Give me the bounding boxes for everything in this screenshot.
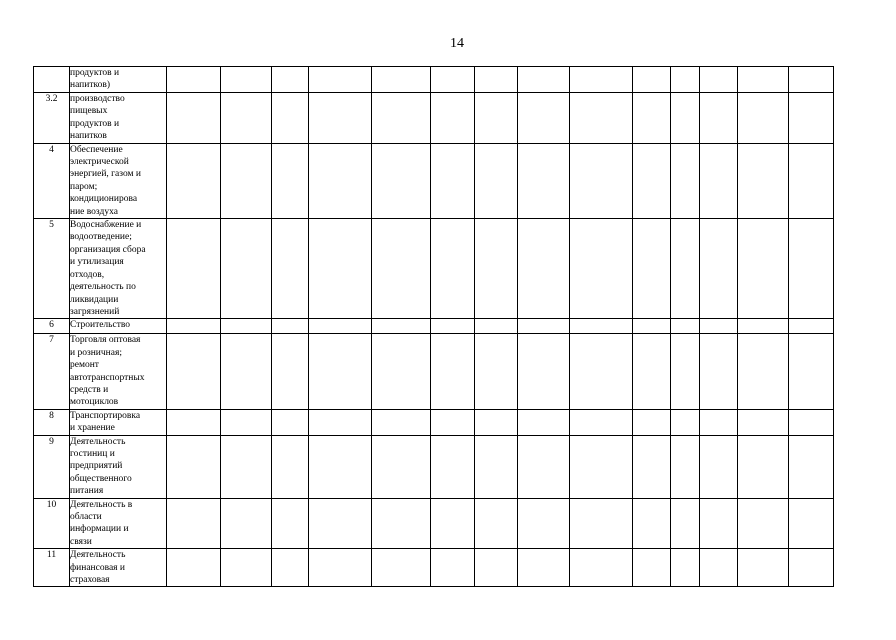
- empty-value-cell: [738, 93, 789, 144]
- empty-value-cell: [431, 319, 475, 334]
- empty-value-cell: [475, 435, 518, 498]
- empty-value-cell: [272, 334, 309, 409]
- empty-value-cell: [372, 67, 431, 93]
- table-row: [34, 219, 834, 319]
- empty-value-cell: [167, 435, 221, 498]
- empty-value-cell: [700, 549, 738, 587]
- empty-value-cell: [309, 409, 372, 435]
- empty-value-cell: [671, 67, 700, 93]
- empty-value-cell: [738, 409, 789, 435]
- empty-value-cell: [309, 93, 372, 144]
- activity-name-cell: Деятельность финансовая и страховая: [70, 549, 167, 587]
- empty-value-cell: [309, 549, 372, 587]
- empty-value-cell: [221, 435, 272, 498]
- empty-value-cell: [738, 549, 789, 587]
- empty-value-cell: [475, 498, 518, 549]
- empty-value-cell: [738, 498, 789, 549]
- empty-value-cell: [167, 143, 221, 218]
- empty-value-cell: [372, 319, 431, 334]
- empty-value-cell: [431, 143, 475, 218]
- row-number-cell: 5: [34, 219, 70, 319]
- empty-value-cell: [789, 435, 834, 498]
- empty-value-cell: [372, 334, 431, 409]
- empty-value-cell: [789, 334, 834, 409]
- table-body: [34, 67, 834, 587]
- table-row: [34, 67, 834, 93]
- activity-name-cell: Деятельность гостиниц и предприятий общественного питания: [70, 435, 167, 498]
- empty-value-cell: [700, 409, 738, 435]
- empty-value-cell: [431, 549, 475, 587]
- empty-value-cell: [789, 409, 834, 435]
- empty-value-cell: [221, 549, 272, 587]
- row-number-cell: 9: [34, 435, 70, 498]
- empty-value-cell: [570, 93, 633, 144]
- empty-value-cell: [789, 549, 834, 587]
- page-number: 14: [450, 36, 464, 51]
- table-row: [34, 319, 834, 334]
- empty-value-cell: [633, 498, 671, 549]
- empty-value-cell: [309, 334, 372, 409]
- table-row: [34, 334, 834, 409]
- empty-value-cell: [309, 435, 372, 498]
- empty-value-cell: [309, 498, 372, 549]
- row-number-cell: [34, 67, 70, 93]
- empty-value-cell: [272, 93, 309, 144]
- empty-value-cell: [671, 334, 700, 409]
- empty-value-cell: [789, 319, 834, 334]
- empty-value-cell: [738, 67, 789, 93]
- empty-value-cell: [475, 143, 518, 218]
- empty-value-cell: [518, 93, 570, 144]
- empty-value-cell: [633, 549, 671, 587]
- empty-value-cell: [789, 93, 834, 144]
- empty-value-cell: [221, 334, 272, 409]
- table-row: [34, 409, 834, 435]
- empty-value-cell: [518, 67, 570, 93]
- empty-value-cell: [372, 93, 431, 144]
- row-number-cell: 6: [34, 319, 70, 334]
- empty-value-cell: [700, 498, 738, 549]
- empty-value-cell: [167, 319, 221, 334]
- empty-value-cell: [475, 409, 518, 435]
- empty-value-cell: [633, 67, 671, 93]
- activity-name-cell: продуктов и напитков): [70, 67, 167, 93]
- empty-value-cell: [738, 334, 789, 409]
- empty-value-cell: [372, 219, 431, 319]
- empty-value-cell: [700, 67, 738, 93]
- empty-value-cell: [518, 219, 570, 319]
- empty-value-cell: [570, 409, 633, 435]
- activity-name-cell: Водоснабжение и водоотведение; организация сбора и утилизация отходов, деятельность по ликвидации загрязнений: [70, 219, 167, 319]
- activity-name-cell: Транспортировка и хранение: [70, 409, 167, 435]
- empty-value-cell: [309, 319, 372, 334]
- empty-value-cell: [633, 409, 671, 435]
- empty-value-cell: [272, 319, 309, 334]
- table-row: [34, 498, 834, 549]
- empty-value-cell: [272, 219, 309, 319]
- empty-value-cell: [700, 319, 738, 334]
- activity-name-cell: Деятельность в области информации и связи: [70, 498, 167, 549]
- table-row: [34, 93, 834, 144]
- empty-value-cell: [633, 319, 671, 334]
- empty-value-cell: [431, 435, 475, 498]
- empty-value-cell: [167, 549, 221, 587]
- activity-name-cell: производство пищевых продуктов и напитков: [70, 93, 167, 144]
- empty-value-cell: [671, 409, 700, 435]
- row-number-cell: 4: [34, 143, 70, 218]
- empty-value-cell: [633, 219, 671, 319]
- empty-value-cell: [570, 67, 633, 93]
- empty-value-cell: [431, 334, 475, 409]
- empty-value-cell: [738, 219, 789, 319]
- empty-value-cell: [671, 219, 700, 319]
- empty-value-cell: [475, 219, 518, 319]
- empty-value-cell: [789, 143, 834, 218]
- empty-value-cell: [272, 143, 309, 218]
- empty-value-cell: [372, 409, 431, 435]
- empty-value-cell: [167, 219, 221, 319]
- empty-value-cell: [570, 334, 633, 409]
- empty-value-cell: [700, 334, 738, 409]
- empty-value-cell: [167, 67, 221, 93]
- empty-value-cell: [167, 409, 221, 435]
- empty-value-cell: [518, 435, 570, 498]
- empty-value-cell: [221, 219, 272, 319]
- empty-value-cell: [372, 549, 431, 587]
- activity-name-cell: Торговля оптовая и розничная; ремонт автотранспортных средств и мотоциклов: [70, 334, 167, 409]
- empty-value-cell: [475, 67, 518, 93]
- empty-value-cell: [372, 435, 431, 498]
- empty-value-cell: [789, 219, 834, 319]
- empty-value-cell: [700, 435, 738, 498]
- table-row: [34, 143, 834, 218]
- empty-value-cell: [309, 219, 372, 319]
- row-number-cell: 7: [34, 334, 70, 409]
- table-row: [34, 549, 834, 587]
- empty-value-cell: [633, 435, 671, 498]
- row-number-cell: 3.2: [34, 93, 70, 144]
- empty-value-cell: [372, 143, 431, 218]
- empty-value-cell: [518, 409, 570, 435]
- empty-value-cell: [518, 143, 570, 218]
- empty-value-cell: [431, 219, 475, 319]
- empty-value-cell: [700, 93, 738, 144]
- empty-value-cell: [272, 498, 309, 549]
- empty-value-cell: [372, 498, 431, 549]
- empty-value-cell: [272, 409, 309, 435]
- empty-value-cell: [221, 409, 272, 435]
- empty-value-cell: [221, 93, 272, 144]
- empty-value-cell: [671, 435, 700, 498]
- empty-value-cell: [738, 435, 789, 498]
- empty-value-cell: [570, 549, 633, 587]
- row-number-cell: 11: [34, 549, 70, 587]
- empty-value-cell: [700, 219, 738, 319]
- empty-value-cell: [475, 93, 518, 144]
- empty-value-cell: [518, 498, 570, 549]
- empty-value-cell: [570, 498, 633, 549]
- empty-value-cell: [570, 319, 633, 334]
- activity-name-cell: Обеспечение электрической энергией, газом и паром; кондиционирова ние воздуха: [70, 143, 167, 218]
- empty-value-cell: [167, 498, 221, 549]
- empty-value-cell: [309, 143, 372, 218]
- empty-value-cell: [475, 319, 518, 334]
- empty-value-cell: [221, 143, 272, 218]
- empty-value-cell: [570, 435, 633, 498]
- empty-value-cell: [570, 219, 633, 319]
- empty-value-cell: [272, 435, 309, 498]
- table-row: [34, 435, 834, 498]
- empty-value-cell: [671, 319, 700, 334]
- data-table: [33, 66, 834, 587]
- empty-value-cell: [671, 93, 700, 144]
- empty-value-cell: [700, 143, 738, 218]
- empty-value-cell: [475, 334, 518, 409]
- empty-value-cell: [633, 93, 671, 144]
- empty-value-cell: [272, 67, 309, 93]
- empty-value-cell: [671, 549, 700, 587]
- empty-value-cell: [272, 549, 309, 587]
- empty-value-cell: [570, 143, 633, 218]
- activity-name-cell: Строительство: [70, 319, 167, 334]
- empty-value-cell: [633, 143, 671, 218]
- empty-value-cell: [221, 319, 272, 334]
- empty-value-cell: [518, 334, 570, 409]
- empty-value-cell: [738, 319, 789, 334]
- empty-value-cell: [633, 334, 671, 409]
- empty-value-cell: [789, 67, 834, 93]
- empty-value-cell: [738, 143, 789, 218]
- empty-value-cell: [221, 498, 272, 549]
- empty-value-cell: [167, 93, 221, 144]
- row-number-cell: 10: [34, 498, 70, 549]
- empty-value-cell: [475, 549, 518, 587]
- empty-value-cell: [431, 409, 475, 435]
- empty-value-cell: [431, 93, 475, 144]
- empty-value-cell: [789, 498, 834, 549]
- empty-value-cell: [221, 67, 272, 93]
- empty-value-cell: [671, 498, 700, 549]
- empty-value-cell: [518, 319, 570, 334]
- empty-value-cell: [167, 334, 221, 409]
- empty-value-cell: [431, 67, 475, 93]
- row-number-cell: 8: [34, 409, 70, 435]
- empty-value-cell: [431, 498, 475, 549]
- empty-value-cell: [518, 549, 570, 587]
- empty-value-cell: [309, 67, 372, 93]
- empty-value-cell: [671, 143, 700, 218]
